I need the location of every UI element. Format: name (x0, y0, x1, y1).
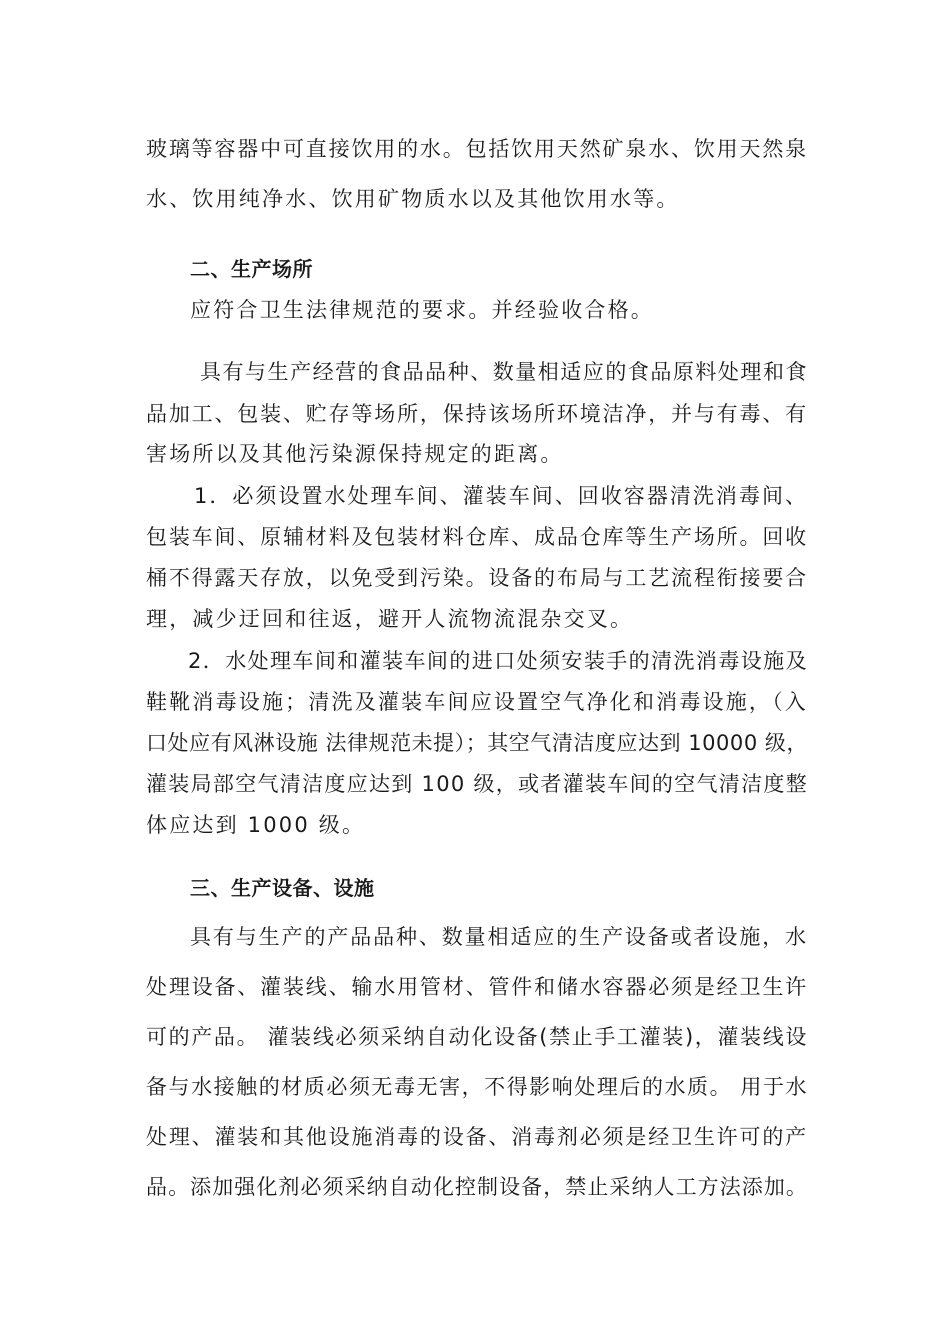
text-line: 桶不得露天存放，以免受到污染。设备的布局与工艺流程衔接要合 (146, 566, 808, 590)
text-line: 玻璃等容器中可直接饮用的水。包括饮用天然矿泉水、饮用天然泉 (146, 137, 808, 161)
section-heading: 二、生产场所 (190, 257, 313, 281)
text-line: 体应达到 1000 级。 (146, 813, 366, 837)
text-line: 鞋靴消毒设施；清洗及灌装车间应设置空气净化和消毒设施，（入 (146, 690, 808, 714)
text-line: 理，减少迂回和往返，避开人流物流混杂交叉。 (146, 607, 634, 631)
text-line: 处理设备、灌装线、输水用管材、管件和储水容器必须是经卫生许 (146, 975, 808, 999)
text-line: 可的产品。 灌装线必须采纳自动化设备(禁止手工灌装)，灌装线设 (146, 1025, 808, 1049)
text-line: 水、饮用纯净水、饮用矿物质水以及其他饮用水等。 (146, 187, 680, 211)
text-line: 包装车间、原辅材料及包装材料仓库、成品仓库等生产场所。回收 (146, 525, 808, 549)
text-line: 具有与生产经营的食品品种、数量相适应的食品原料处理和食 (200, 360, 808, 384)
section-heading: 三、生产设备、设施 (190, 876, 375, 900)
text-line: 灌装局部空气清洁度应达到 100 级，或者灌装车间的空气清洁度整 (146, 772, 808, 796)
text-line: 处理、灌装和其他设施消毒的设备、消毒剂必须是经卫生许可的产 (146, 1125, 808, 1149)
text-line: 备与水接触的材质必须无毒无害，不得影响处理后的水质。 用于水 (146, 1075, 808, 1099)
text-line: 应符合卫生法律规范的要求。并经验收合格。 (190, 298, 654, 322)
text-line: 1．必须设置水处理车间、灌装车间、回收容器清洗消毒间、 (194, 484, 808, 508)
text-line: 2．水处理车间和灌装车间的进口处须安装手的清洗消毒设施及 (188, 649, 808, 673)
text-line: 具有与生产的产品品种、数量相适应的生产设备或者设施，水 (190, 925, 808, 949)
text-line: 品。添加强化剂必须采纳自动化控制设备，禁止采纳人工方法添加。 (146, 1175, 808, 1199)
text-line: 口处应有风淋设施 法律规范未提）；其空气清洁度应达到 10000 级， (146, 731, 808, 755)
text-line: 害场所以及其他污染源保持规定的距离。 (146, 442, 564, 466)
text-line: 品加工、包装、贮存等场所，保持该场所环境洁净，并与有毒、有 (146, 402, 808, 426)
